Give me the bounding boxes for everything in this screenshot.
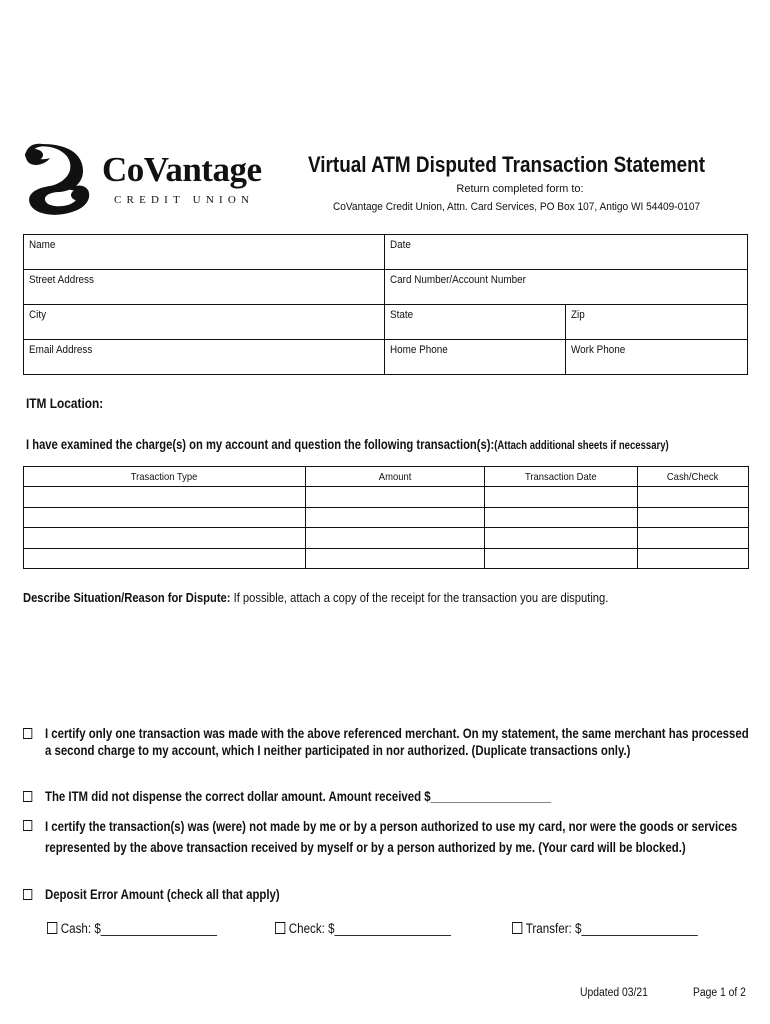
cert-unauthorized (23, 817, 750, 858)
table-cell[interactable] (485, 528, 638, 549)
work-phone-field[interactable] (566, 340, 748, 375)
checkbox[interactable] (23, 728, 32, 739)
name-label: Name (29, 239, 56, 251)
card-number-label: Card Number/Account Number (390, 274, 526, 286)
brand-tagline: CREDIT UNION (114, 194, 255, 206)
table-row (24, 528, 749, 549)
cert-deposit-error (23, 886, 750, 903)
zip-label: Zip (571, 309, 585, 321)
state-label: State (390, 309, 414, 321)
table-cell[interactable] (24, 507, 306, 528)
describe-situation (23, 590, 608, 605)
checkbox[interactable] (23, 820, 32, 831)
table-cell[interactable] (24, 487, 306, 508)
covantage-logo (20, 138, 280, 218)
table-cell[interactable] (638, 487, 749, 508)
cert-deposit-error-text: Deposit Error Amount (check all that apply) (44, 887, 280, 902)
table-header-row (24, 467, 749, 487)
page-title: Virtual ATM Disputed Transaction Statement (308, 152, 706, 177)
street-address-label: Street Address (29, 274, 94, 286)
table-cell[interactable] (638, 548, 749, 569)
deposit-check (275, 921, 451, 936)
table-cell[interactable] (306, 528, 485, 549)
checkbox[interactable] (23, 889, 32, 900)
checkbox[interactable] (23, 791, 32, 802)
col-cash-check (638, 467, 749, 487)
table-cell[interactable] (24, 528, 306, 549)
return-instructions: Return completed form to: (456, 183, 584, 195)
city-label: City (29, 309, 47, 321)
zip-field[interactable] (566, 305, 748, 340)
date-label: Date (390, 239, 411, 251)
cert-incorrect-amount (23, 788, 750, 805)
cash-checkbox[interactable] (47, 922, 57, 934)
examined-text: I have examined the charge(s) on my account and question the following transaction(s): (26, 437, 495, 452)
cert-incorrect-amount-text: The ITM did not dispense the correct dollar amount. Amount received $___________________ (44, 789, 552, 804)
col-cash-check-label: Cash/Check (667, 470, 719, 483)
cert-unauthorized-text: I certify the transaction(s) was (were) not made by me or by a person authorized to use my card, nor were the goods or services represented by the above transaction received by myself or by a person authorized by me. (Your card will be blocked.) (44, 819, 738, 855)
table-cell[interactable] (306, 548, 485, 569)
table-cell[interactable] (306, 487, 485, 508)
state-field[interactable] (385, 305, 566, 340)
work-phone-label: Work Phone (571, 344, 626, 356)
col-transaction-date (485, 467, 638, 487)
card-number-field[interactable] (385, 270, 748, 305)
date-field[interactable] (385, 235, 748, 270)
table-cell[interactable] (638, 528, 749, 549)
col-transaction-type-label: Trasaction Type (131, 470, 198, 483)
mailing-address: CoVantage Credit Union, Attn. Card Services, PO Box 107, Antigo WI 54409-0107 (333, 201, 701, 213)
deposit-cash-label: Cash: $__________________ (60, 921, 217, 936)
cert-duplicate-charge-text: I certify only one transaction was made with the above referenced merchant. On my statement, the same merchant has processed a second charge to my account, which I neither participated in nor authorized. (Duplicate transactions only.) (44, 726, 749, 758)
describe-instructions: If possible, attach a copy of the receipt for the transaction you are disputing. (230, 590, 609, 605)
table-cell[interactable] (24, 548, 306, 569)
home-phone-label: Home Phone (390, 344, 448, 356)
table-cell[interactable] (306, 507, 485, 528)
cert-duplicate-charge (23, 725, 750, 759)
check-checkbox[interactable] (275, 922, 285, 934)
street-address-field[interactable] (24, 270, 385, 305)
deposit-cash (47, 921, 217, 936)
table-cell[interactable] (485, 487, 638, 508)
col-amount (306, 467, 485, 487)
table-cell[interactable] (485, 548, 638, 569)
swirl-logo-icon (20, 138, 110, 218)
deposit-transfer-label: Transfer: $__________________ (525, 921, 698, 936)
city-field[interactable] (24, 305, 385, 340)
table-row (24, 548, 749, 569)
transactions-table (23, 466, 749, 569)
describe-label: Describe Situation/Reason for Dispute: (23, 590, 231, 605)
examined-note: (Attach additional sheets if necessary) (494, 440, 669, 452)
member-info-table (23, 234, 748, 375)
table-cell[interactable] (638, 507, 749, 528)
email-field[interactable] (24, 340, 385, 375)
examined-statement (26, 437, 669, 452)
updated-date: Updated 03/21 (580, 987, 648, 999)
table-cell[interactable] (485, 507, 638, 528)
transfer-checkbox[interactable] (512, 922, 522, 934)
deposit-transfer (512, 921, 698, 936)
itm-location-label: ITM Location: (26, 396, 104, 411)
col-amount-label: Amount (378, 470, 412, 483)
deposit-check-label: Check: $__________________ (288, 921, 451, 936)
col-transaction-date-label: Transaction Date (525, 470, 597, 483)
page-number: Page 1 of 2 (693, 987, 746, 999)
name-field[interactable] (24, 235, 385, 270)
table-row (24, 487, 749, 508)
email-label: Email Address (29, 344, 93, 356)
home-phone-field[interactable] (385, 340, 566, 375)
col-transaction-type (24, 467, 306, 487)
table-row (24, 507, 749, 528)
brand-name: CoVantage (102, 150, 262, 189)
